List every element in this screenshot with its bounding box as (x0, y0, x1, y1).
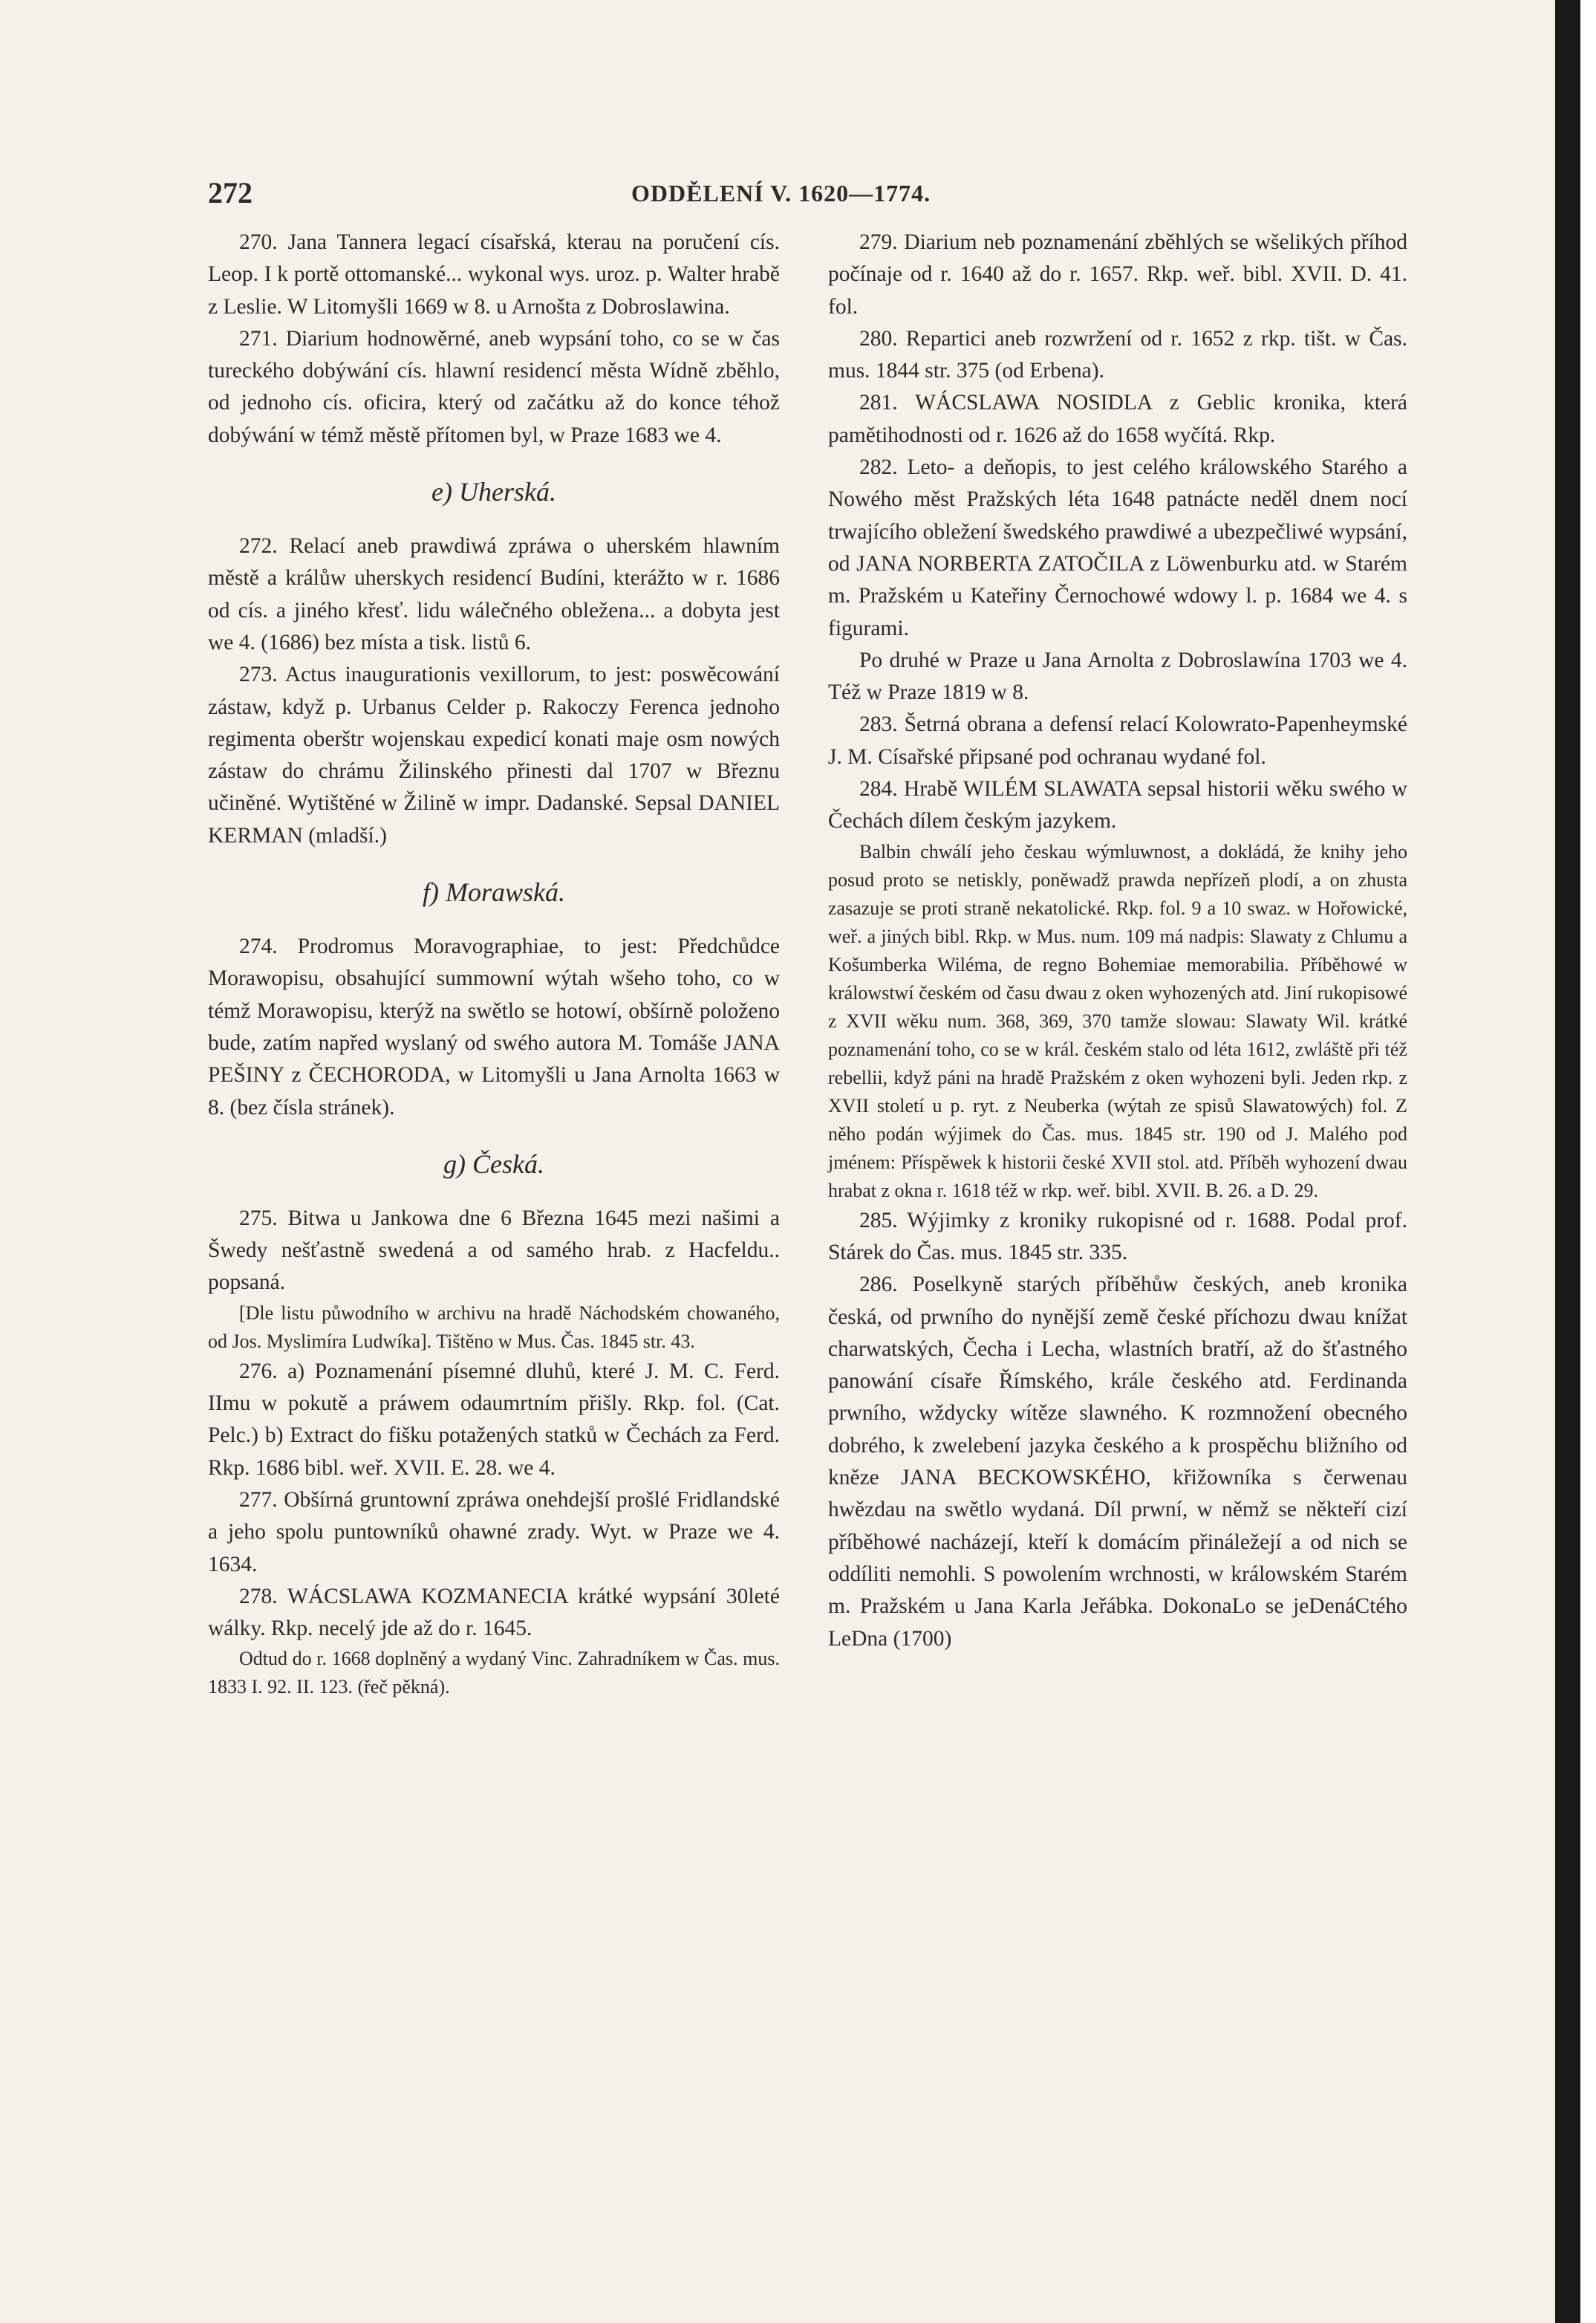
entry-275: 275. Bitwa u Jankowa dne 6 Března 1645 mezi našimi a Šwedy nešťastně swedená a od samého hrab. z Hacfeldu.. popsaná. (208, 1206, 780, 1295)
entry-275-note: [Dle listu půwodního w archivu na hradě Náchodském chowaného, od Jos. Myslimíra Ludwíka]. Tištěno w Mus. Čas. 1845 str. 43. (208, 1302, 780, 1352)
entry-272: 272. Relací aneb prawdiwá zpráwa o uherském hlawním městě a králůw uherskych residencí Budíni, kterážto w r. 1686 od cís. a jiného křesť. lidu wálečného obležena... a dobyta jest we 4. (1686) bez místa a tisk. listů 6. (208, 534, 780, 654)
section-heading-morawska: f) Morawská. (423, 877, 565, 908)
entry-277: 277. Obšírná gruntowní zpráwa onehdejší prošlé Fridlandské a jeho spolu puntowníků ohawné zrady. Wyt. w Praze we 4. 1634. (208, 1487, 780, 1576)
entry-282: 282. Leto- a deňopis, to jest celého králowského Starého a Nowého měst Pražských léta 1648 patnácte neděl dnem nocí trwajícího obležení šwedského prawdiwé a ubezpečliwé wypsání, od JANA NORBERTA ZATOČILA z Löwenburku atd. w Starém m. Pražském u Kateřiny Černochowé wdowy l. p. 1684 we 4. s figurami. (828, 455, 1407, 640)
entry-281: 281. WÁCSLAWA NOSIDLA z Geblic kronika, která pamětihodnosti od r. 1626 až do 1658 wyčítá. Rkp. (828, 391, 1407, 447)
entry-276: 276. a) Poznamenání písemné dluhů, které J. M. C. Ferd. IImu w pokutě a práwem odaumrtním přišly. Rkp. fol. (Cat. Pelc.) b) Extract do fišku potažených statků w Čechách za Ferd. Rkp. 1686 bibl. weř. XVII. E. 28. we 4. (208, 1359, 780, 1480)
entry-283: 283. Šetrná obrana a defensí relací Kolowrato-Papenheymské J. M. Císařské připsané pod ochranau wydané fol. (828, 712, 1407, 769)
entry-274: 274. Prodromus Moravographiae, to jest: Předchůdce Morawopisu, obsahující summowní wýtah wšeho toho, co w témž Morawopisu, kterýž na swětlo se hotowí, obšírně položeno bude, zatím napřed wyslaný od swého autora M. Tomáše JANA PEŠINY z ČECHORODA, w Litomyšli u Jana Arnolta 1663 w 8. (bez čísla stránek). (208, 935, 780, 1120)
entry-280: 280. Repartici aneb rozwržení od r. 1652 z rkp. tišt. w Čas. mus. 1844 str. 375 (od Erbena). (828, 326, 1407, 383)
entry-278: 278. WÁCSLAWA KOZMANECIA krátké wypsání 30leté wálky. Rkp. necelý jde až do r. 1645. (208, 1584, 780, 1641)
entry-284-note: Balbin chwálí jeho českau wýmluwnost, a dokládá, že knihy jeho posud proto se netiskly, poněwadž prawda nepřízeň plodí, a on zhusta zasazuje se proti straně nekatolické. Rkp. fol. 9 a 10 swaz. w Hořowické, weř. a jiných bibl. Rkp. w Mus. num. 109 má nadpis: Slawaty z Chlumu a Košumberka Wiléma, de regno Bohemiae memorabilia. Příběhowé w králowstwí českém od času dwau z oken wyhozených atd. Jiní rukopisowé z XVII wěku num. 368, 369, 370 tamže slowau: Slawaty Wil. krátké poznamenání toho, co se w král. českém stalo od léta 1612, zwláště při též rebellii, když páni na hradě Pražském z oken wyhozeni byli. Jeden rkp. z XVII století u p. ryt. z Neuberka (wýtah ze spisů Slawatowých) fol. Z něho podán wýjimek do Čas. mus. 1845 str. 190 od J. Malého pod jménem: Příspěwek k historii české XVII stol. atd. Příběh wyhození dwau hrabat z okna r. 1618 též w rkp. weř. bibl. XVII. B. 26. a D. 29. (828, 840, 1407, 1201)
entry-273: 273. Actus inaugurationis vexillorum, to jest: poswěcowání zástaw, když p. Urbanus Celder p. Rakoczy Ferenca jednoho regimenta oberštr wojenskau expedicí konati maje osm nowých zástaw do chrámu Žilinského přinesti dal 1707 w Březnu učiněné. Wytištěné w Žilině w impr. Dadanské. Sepsal DANIEL KERMAN (mladší.) (208, 663, 780, 848)
entry-285: 285. Wýjimky z kroniky rukopisné od r. 1688. Podal prof. Stárek do Čas. mus. 1845 str. 335. (828, 1208, 1407, 1264)
entry-282-second-edition: Po druhé w Praze u Jana Arnolta z Dobroslawína 1703 we 4. Též w Praze 1819 w 8. (828, 648, 1407, 705)
entry-284: 284. Hrabě WILÉM SLAWATA sepsal historii wěku swého w Čechách dílem českým jazykem. (828, 777, 1407, 834)
section-heading-uherska: e) Uherská. (431, 477, 556, 507)
scan-edge-margin (1580, 0, 1596, 2323)
entry-278-note: Odtud do r. 1668 doplněný a wydaný Vinc. Zahradníkem w Čas. mus. 1833 I. 92. II. 123. (řeč pěkná). (208, 1648, 780, 1698)
right-column (828, 227, 1407, 1655)
left-column (208, 227, 780, 1701)
entry-271: 271. Diarium hodnowěrné, aneb wypsání toho, co se w čas tureckého dobýwání cís. hlawní residencí města Wídně zběhlo, od jednoho cís. oficira, který od začátku až do konce téhož dobýwání w témž městě přítomen byl, w Praze 1683 we 4. (208, 326, 780, 447)
scan-edge-shadow (1555, 0, 1580, 2323)
page-number: 272 (208, 176, 253, 209)
entry-279: 279. Diarium neb poznamenání zběhlých se wšelikých příhod počínaje od r. 1640 až do r. 1657. Rkp. weř. bibl. XVII. D. 41. fol. (828, 230, 1407, 319)
entry-270: 270. Jana Tannera legací císařská, kterau na poručení cís. Leop. I k portě ottomanské... wykonal wys. uroz. p. Walter hrabě z Leslie. W Litomyšli 1669 w 8. u Arnošta z Dobroslawina. (208, 230, 780, 319)
page-header (208, 175, 1396, 212)
entry-286: 286. Poselkyně starých příběhůw českých, aneb kronika česká, od prwního do nynější země české příchozu dwau knížat charwatských, Čecha i Lecha, wlastních bratří, až do šťastného panowání císaře Římského, krále českého atd. Ferdinanda prwního, wždycky wítěze slawného. K rozmnožení obecného dobrého, k zwelebení jazyka českého a k prospěchu bližního od kněze JANA BECKOWSKÉHO, křižowníka s čerwenau hwězdau na swětlo wydaná. Díl prwní, w němž se někteří cizí příběhowé nacházejí, kteří k domácím přináležejí a od nich se oddíliti nemohli. S powolením wrchnosti, w králowském Starém m. Pražském u Jana Karla Jeřábka. DokonaLo se jeDenáCtého LeDna (1700) (828, 1273, 1407, 1651)
running-head: ODDĚLENÍ V. 1620—1774. (631, 180, 931, 207)
section-heading-ceska: g) Česká. (443, 1148, 544, 1179)
